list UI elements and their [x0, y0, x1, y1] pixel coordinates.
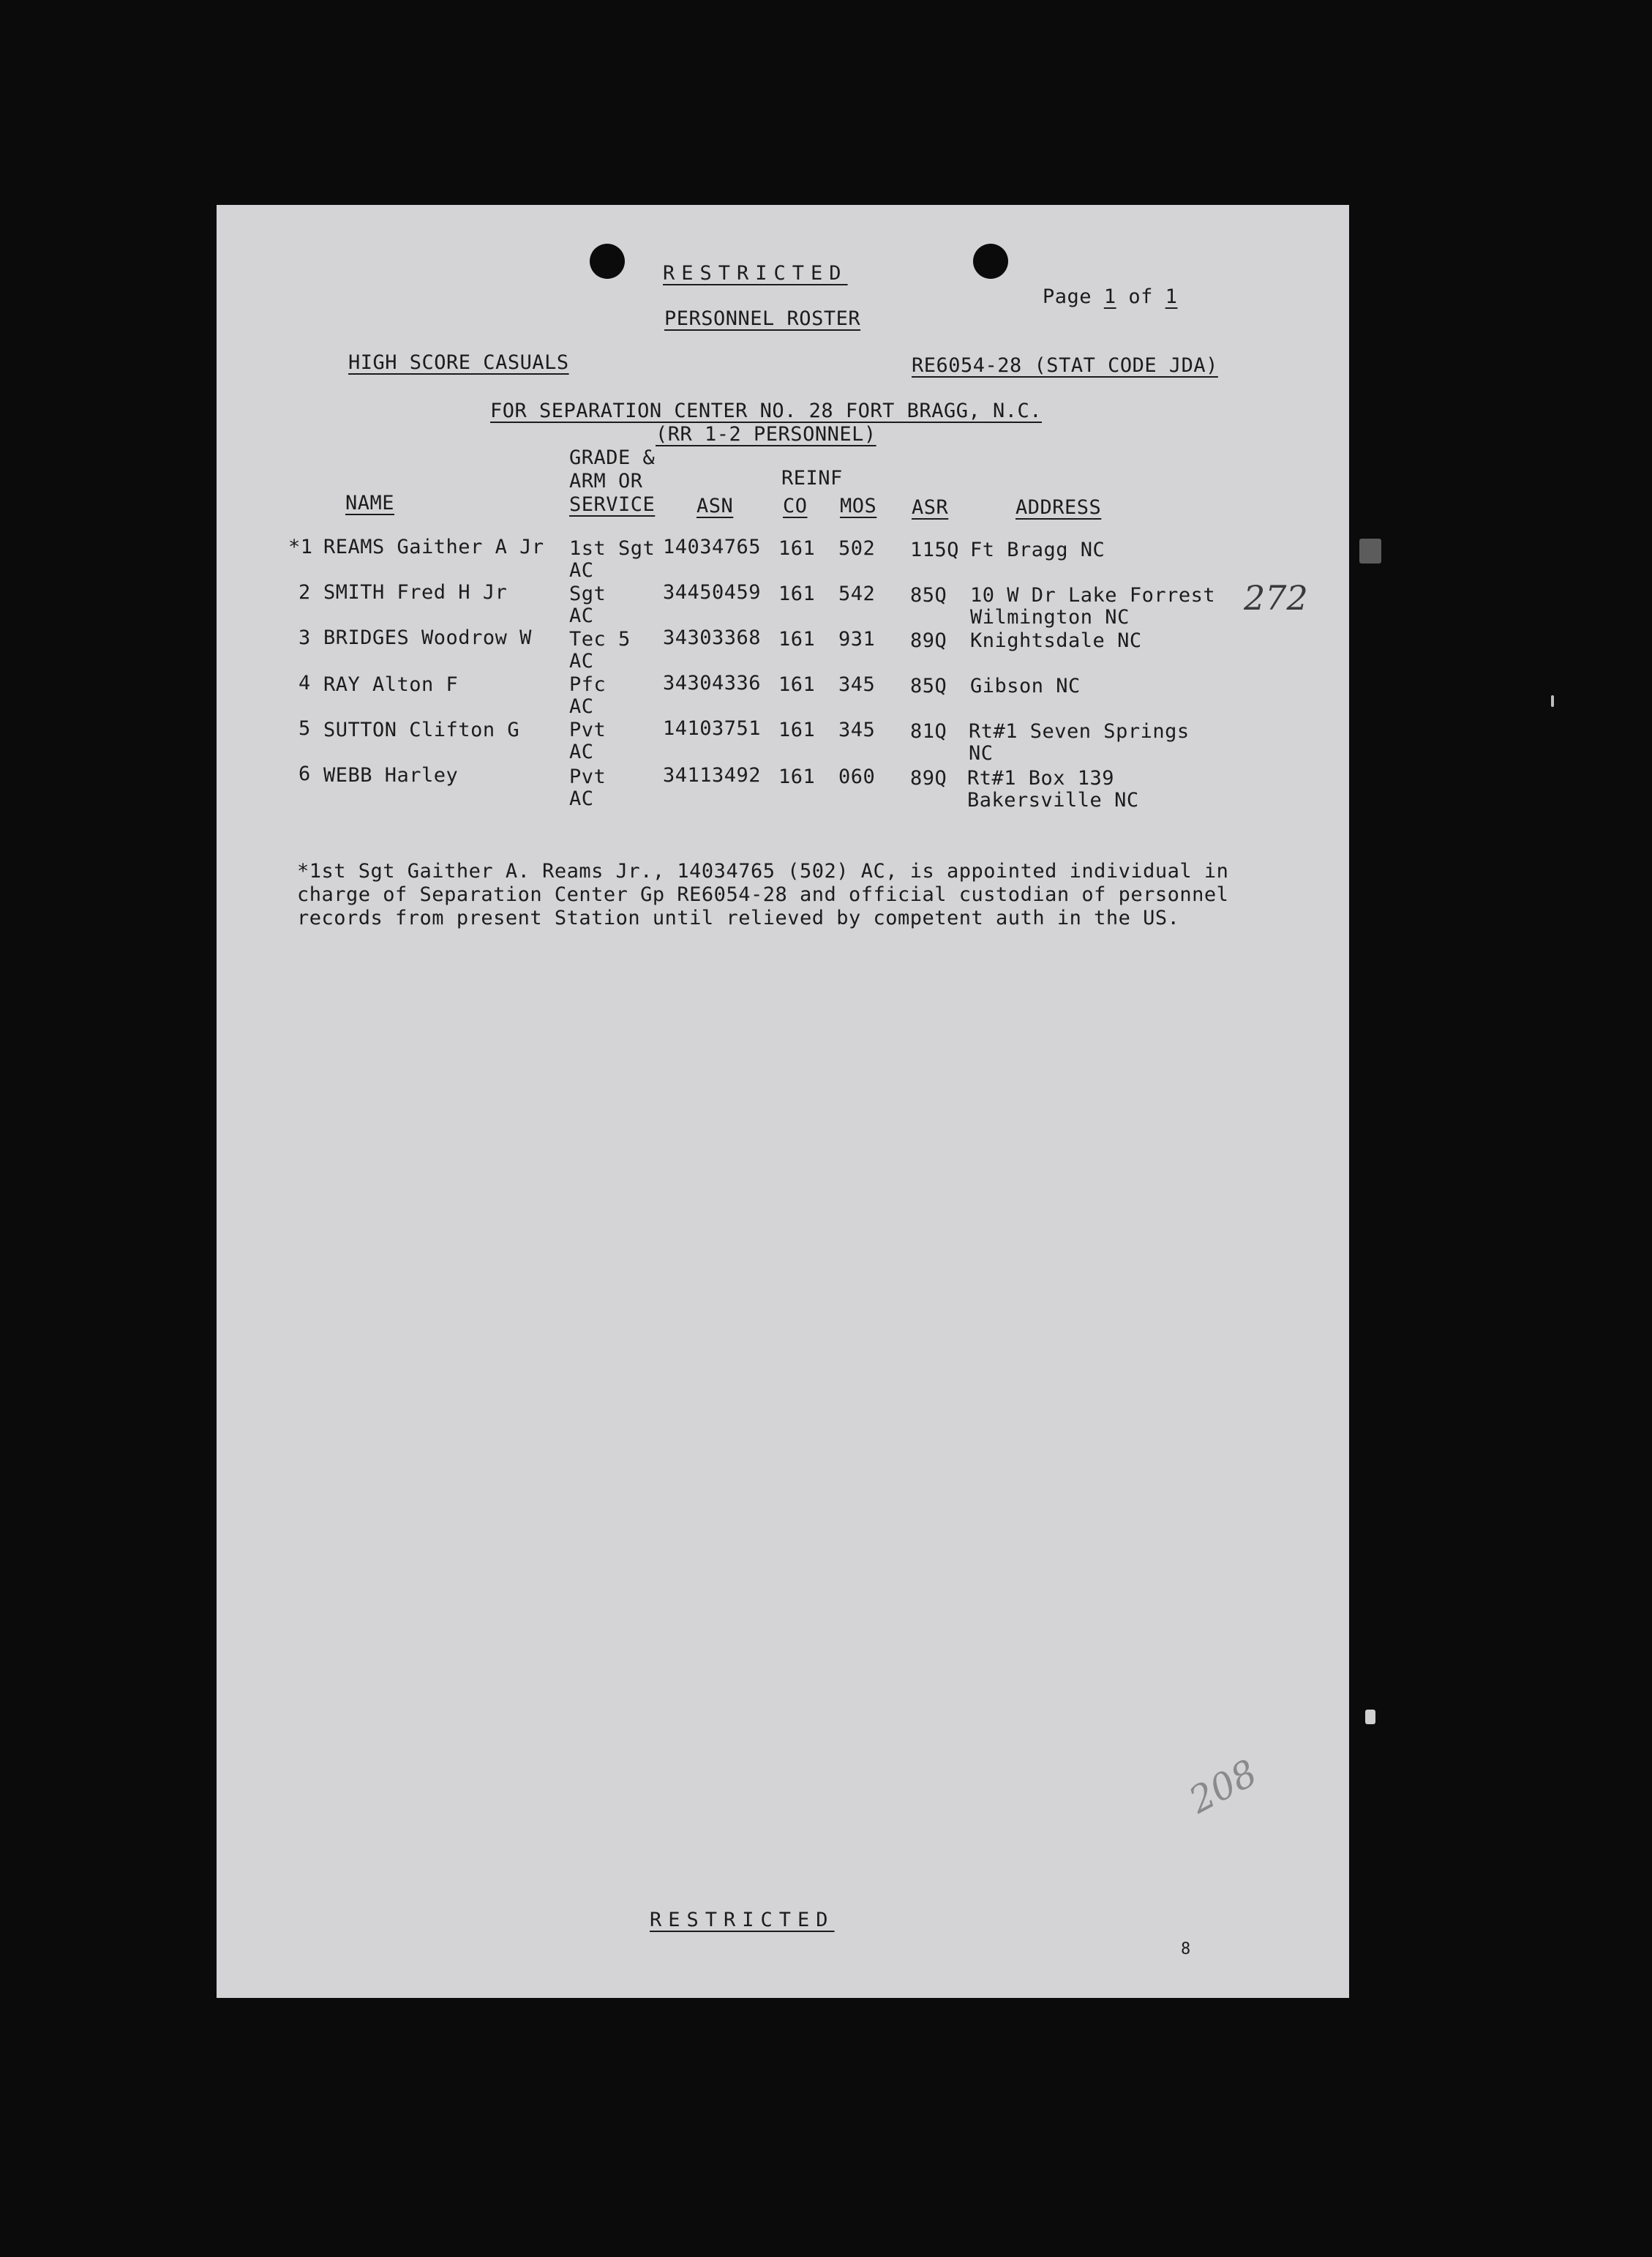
- row-name: REAMS Gaither A Jr: [323, 536, 544, 558]
- row-mos: 542: [838, 583, 876, 605]
- row-asn: 14103751: [663, 717, 762, 740]
- row-asr: 89Q: [910, 767, 947, 790]
- pencil-number: 208: [1182, 1751, 1264, 1822]
- scan-speck: [1551, 695, 1554, 707]
- document-title: PERSONNEL ROSTER: [664, 307, 861, 330]
- page-number: 1: [1103, 285, 1116, 308]
- row-num: 4: [299, 672, 311, 695]
- right-heading: RE6054-28 (STAT CODE JDA): [912, 354, 1218, 377]
- row-name: SMITH Fred H Jr: [323, 581, 508, 604]
- row-asn: 34113492: [663, 764, 762, 787]
- row-asr: 85Q: [910, 584, 947, 607]
- row-asn: 14034765: [663, 536, 762, 558]
- row-co: 161: [778, 628, 816, 651]
- col-grade-1: GRADE &: [569, 446, 656, 469]
- row-address-2: Bakersville NC: [967, 789, 1139, 812]
- destination-line: FOR SEPARATION CENTER NO. 28 FORT BRAGG, N.C.: [490, 400, 1042, 422]
- row-asn: 34450459: [663, 581, 762, 604]
- row-arm: AC: [569, 695, 594, 718]
- row-name: SUTTON Clifton G: [323, 719, 520, 741]
- subheading: (RR 1-2 PERSONNEL): [656, 423, 876, 446]
- row-arm: AC: [569, 741, 594, 763]
- row-num: 5: [299, 717, 311, 740]
- row-grade: Tec 5: [569, 628, 631, 651]
- col-asn: ASN: [697, 495, 734, 517]
- row-co: 161: [778, 673, 816, 696]
- page-label: Page: [1043, 285, 1092, 308]
- row-arm: AC: [569, 559, 594, 582]
- row-co: 161: [778, 719, 816, 741]
- row-mos: 345: [838, 673, 876, 696]
- row-name: RAY Alton F: [323, 673, 459, 696]
- row-asr: 115Q: [910, 539, 960, 561]
- col-co: CO: [783, 495, 808, 517]
- row-grade: Pfc: [569, 673, 607, 696]
- row-num: 3: [299, 626, 311, 649]
- page-indicator: [994, 262, 1177, 332]
- col-reinf: REINF: [781, 467, 843, 490]
- row-asn: 34303368: [663, 626, 762, 649]
- row-co: 161: [778, 537, 816, 560]
- col-name: NAME: [345, 492, 395, 514]
- scan-speck: [1365, 1710, 1375, 1724]
- row-grade: Sgt: [569, 583, 607, 605]
- row-address-1: Ft Bragg NC: [970, 539, 1105, 561]
- left-heading: HIGH SCORE CASUALS: [348, 351, 569, 374]
- row-mos: 931: [838, 628, 876, 651]
- document-page: [217, 205, 1349, 1998]
- row-num: 6: [299, 763, 311, 785]
- row-address-1: Gibson NC: [970, 675, 1081, 697]
- page-of: of: [1128, 285, 1153, 308]
- row-asr: 81Q: [910, 720, 947, 743]
- row-grade: Pvt: [569, 766, 607, 788]
- row-asr: 85Q: [910, 675, 947, 697]
- row-num: 2: [299, 581, 311, 604]
- col-address: ADDRESS: [1015, 496, 1102, 519]
- row-address-2: NC: [969, 742, 994, 765]
- scan-speck: [1359, 539, 1381, 564]
- page-total: 1: [1165, 285, 1178, 308]
- col-mos: MOS: [840, 495, 877, 517]
- row-mos: 502: [838, 537, 876, 560]
- footer-mark: 8: [1181, 1940, 1191, 1958]
- row-asr: 89Q: [910, 629, 947, 652]
- row-name: WEBB Harley: [323, 764, 459, 787]
- row-num: *1: [288, 536, 313, 558]
- row-arm: AC: [569, 650, 594, 673]
- row-address-1: Knightsdale NC: [970, 629, 1142, 652]
- row-mos: 345: [838, 719, 876, 741]
- row-address-1: Rt#1 Seven Springs: [969, 720, 1190, 743]
- row-co: 161: [778, 766, 816, 788]
- punch-hole-left: [590, 244, 625, 279]
- row-arm: AC: [569, 605, 594, 627]
- stamp-number: 272: [1244, 578, 1308, 618]
- col-asr: ASR: [912, 496, 949, 519]
- row-address-2: Wilmington NC: [970, 606, 1130, 629]
- row-co: 161: [778, 583, 816, 605]
- classification-footer: RESTRICTED: [650, 1909, 835, 1931]
- row-grade: Pvt: [569, 719, 607, 741]
- appointment-note: *1st Sgt Gaither A. Reams Jr., 14034765 (502) AC, is appointed individual in charge of Separation Center Gp RE6054-28 and official custodian of personnel records from present Station until relieved by competent auth in the US.: [297, 860, 1229, 929]
- row-arm: AC: [569, 787, 594, 810]
- col-grade-2: ARM OR: [569, 470, 643, 493]
- row-grade: 1st Sgt: [569, 537, 656, 560]
- row-mos: 060: [838, 766, 876, 788]
- classification-header: RESTRICTED: [663, 262, 848, 285]
- row-address-1: Rt#1 Box 139: [967, 767, 1115, 790]
- row-asn: 34304336: [663, 672, 762, 695]
- row-address-1: 10 W Dr Lake Forrest: [970, 584, 1216, 607]
- col-grade-3: SERVICE: [569, 493, 656, 516]
- row-name: BRIDGES Woodrow W: [323, 626, 532, 649]
